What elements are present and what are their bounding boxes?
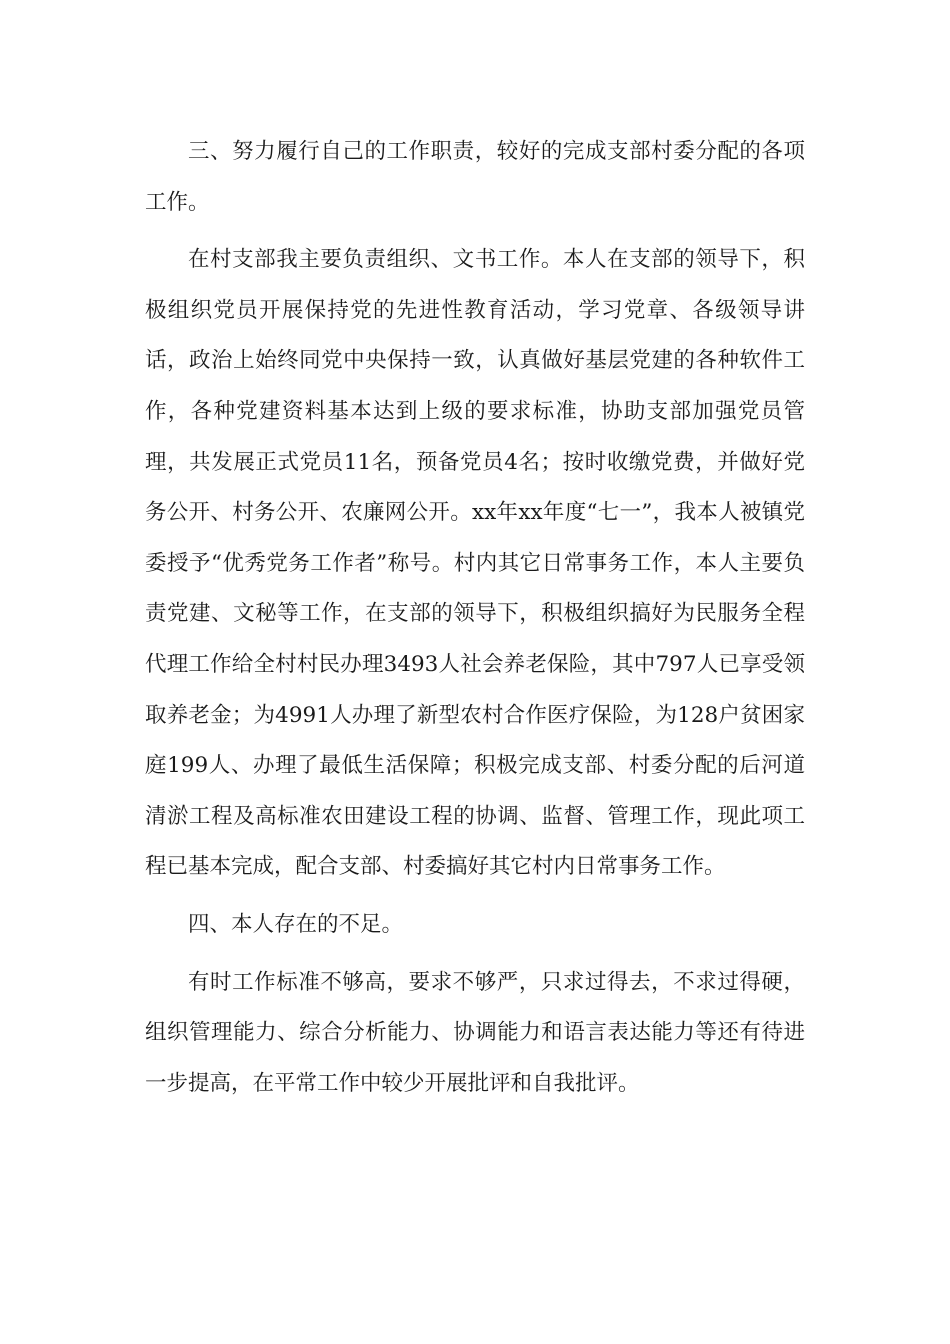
body-paragraph-shortcomings: 有时工作标准不够高，要求不够严，只求过得去，不求过得硬，组织管理能力、综合分析能力、协调能力和语言表达能力等还有待进一步提高，在平常工作中较少开展批评和自我批评。 [145, 969, 805, 1096]
body-paragraph-work-duties: 在村支部我主要负责组织、文书工作。本人在支部的领导下，积极组织党员开展保持党的先进性教育活动，学习党章、各级领导讲话，政治上始终同党中央保持一致，认真做好基层党建的各种软件工作，各种党建资料基本达到上级的要求标准，协助支部加强党员管理，共发展正式党员11名，预备党员4名；按时收缴党费，并做好党务公开、村务公开、农廉网公开。xx年xx年度“七一”，我本人被镇党委授予“优秀党务工作者”称号。村内其它日常事务工作，本人主要负责党建、文秘等工作，在支部的领导下，积极组织搞好为民服务全程代理工作给全村村民办理3493人社会养老保险，其中797人已享受领取养老金；为4991人办理了新型农村合作医疗保险，为128户贫困家庭199人、办理了最低生活保障；积极完成支部、村委分配的后河道清淤工程及高标准农田建设工程的协调、监督、管理工作，现此项工程已基本完成，配合支部、村委搞好其它村内日常事务工作。 [145, 247, 805, 880]
document-body [145, 127, 805, 1116]
section-heading-3: 三、努力履行自己的工作职责，较好的完成支部村委分配的各项工作。 [145, 139, 805, 215]
section-heading-4: 四、本人存在的不足。 [188, 911, 404, 937]
